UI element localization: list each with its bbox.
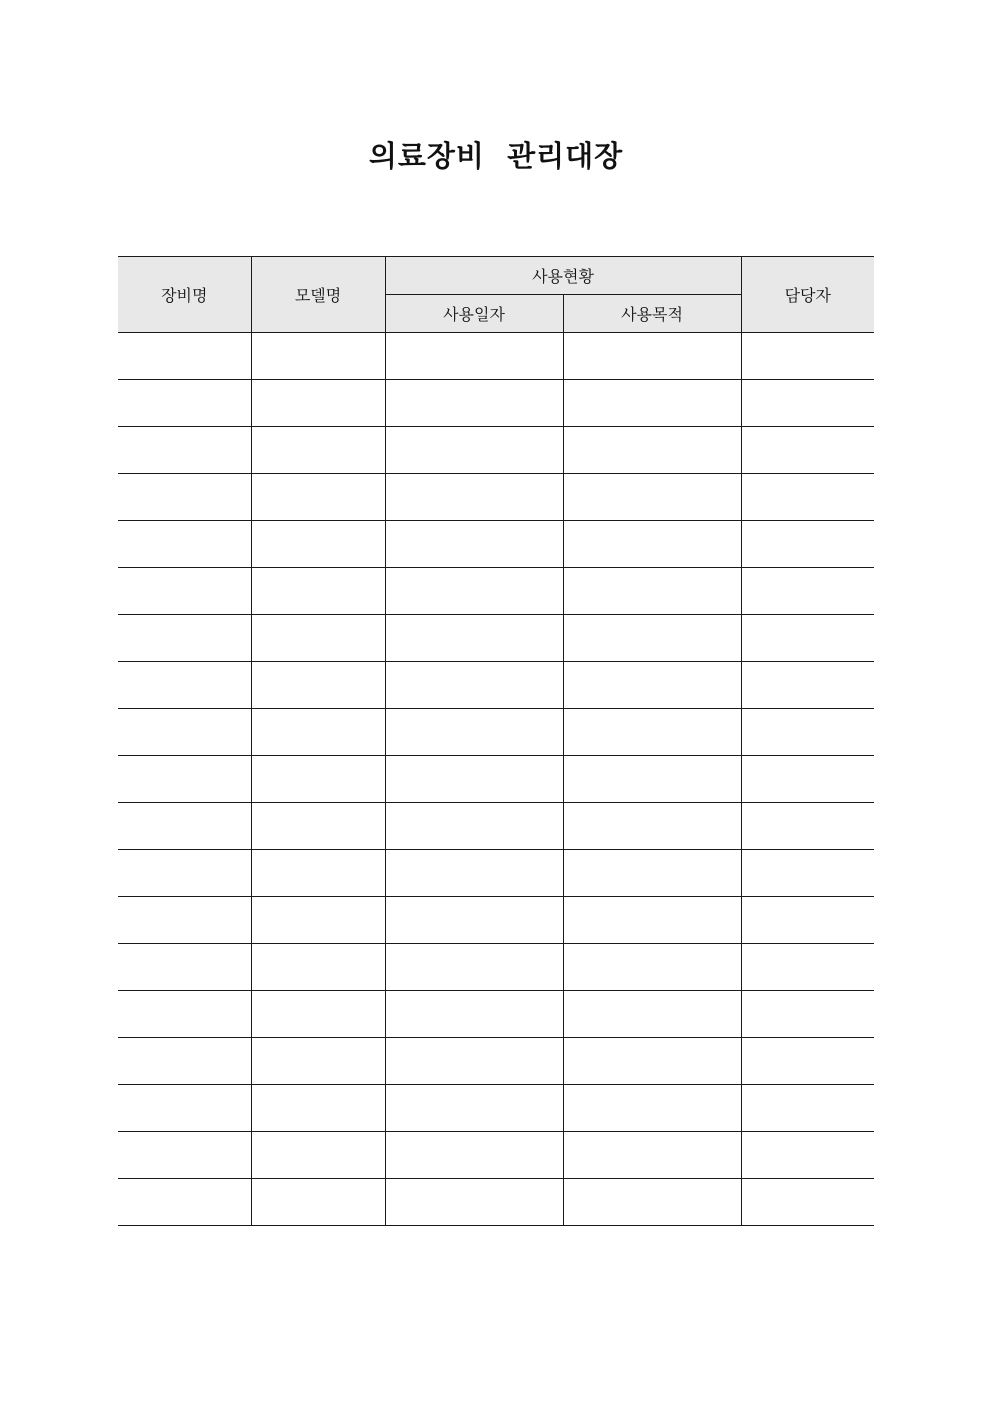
table-row xyxy=(118,756,874,803)
cell-equipment-name[interactable] xyxy=(118,944,251,991)
cell-usage-purpose[interactable] xyxy=(563,756,741,803)
cell-equipment-name[interactable] xyxy=(118,991,251,1038)
table-header xyxy=(118,257,874,333)
cell-usage-date[interactable] xyxy=(385,944,563,991)
table-row xyxy=(118,944,874,991)
cell-model-name[interactable] xyxy=(251,850,385,897)
header-usage-status: 사용현황 xyxy=(385,257,741,295)
cell-manager[interactable] xyxy=(741,1038,874,1085)
header-usage-purpose: 사용목적 xyxy=(563,295,741,333)
table-row xyxy=(118,1038,874,1085)
table-row xyxy=(118,709,874,756)
cell-manager[interactable] xyxy=(741,333,874,380)
cell-model-name[interactable] xyxy=(251,897,385,944)
cell-equipment-name[interactable] xyxy=(118,1179,251,1226)
table-row xyxy=(118,803,874,850)
cell-usage-purpose[interactable] xyxy=(563,615,741,662)
table-row xyxy=(118,521,874,568)
cell-equipment-name[interactable] xyxy=(118,427,251,474)
cell-manager[interactable] xyxy=(741,991,874,1038)
cell-usage-purpose[interactable] xyxy=(563,662,741,709)
cell-usage-purpose[interactable] xyxy=(563,427,741,474)
cell-equipment-name[interactable] xyxy=(118,850,251,897)
cell-model-name[interactable] xyxy=(251,991,385,1038)
cell-usage-date[interactable] xyxy=(385,427,563,474)
cell-model-name[interactable] xyxy=(251,380,385,427)
table-row xyxy=(118,897,874,944)
cell-model-name[interactable] xyxy=(251,1085,385,1132)
cell-manager[interactable] xyxy=(741,756,874,803)
table-row xyxy=(118,615,874,662)
cell-usage-date[interactable] xyxy=(385,333,563,380)
cell-usage-purpose[interactable] xyxy=(563,850,741,897)
cell-equipment-name[interactable] xyxy=(118,474,251,521)
cell-model-name[interactable] xyxy=(251,803,385,850)
cell-usage-date[interactable] xyxy=(385,1038,563,1085)
cell-manager[interactable] xyxy=(741,1179,874,1226)
cell-usage-purpose[interactable] xyxy=(563,803,741,850)
cell-usage-purpose[interactable] xyxy=(563,709,741,756)
cell-manager[interactable] xyxy=(741,427,874,474)
cell-manager[interactable] xyxy=(741,897,874,944)
cell-manager[interactable] xyxy=(741,521,874,568)
cell-usage-date[interactable] xyxy=(385,991,563,1038)
table-row xyxy=(118,1132,874,1179)
cell-equipment-name[interactable] xyxy=(118,662,251,709)
table-row xyxy=(118,1179,874,1226)
table-row xyxy=(118,568,874,615)
equipment-ledger-table xyxy=(118,256,874,1226)
cell-usage-date[interactable] xyxy=(385,662,563,709)
table-body xyxy=(118,333,874,1226)
cell-usage-purpose[interactable] xyxy=(563,1038,741,1085)
cell-usage-purpose[interactable] xyxy=(563,991,741,1038)
cell-manager[interactable] xyxy=(741,1085,874,1132)
cell-usage-date[interactable] xyxy=(385,709,563,756)
cell-usage-date[interactable] xyxy=(385,897,563,944)
table-row xyxy=(118,850,874,897)
cell-model-name[interactable] xyxy=(251,709,385,756)
cell-model-name[interactable] xyxy=(251,1179,385,1226)
cell-equipment-name[interactable] xyxy=(118,380,251,427)
cell-usage-purpose[interactable] xyxy=(563,521,741,568)
cell-equipment-name[interactable] xyxy=(118,1132,251,1179)
table-row xyxy=(118,474,874,521)
cell-usage-date[interactable] xyxy=(385,850,563,897)
cell-equipment-name[interactable] xyxy=(118,756,251,803)
cell-model-name[interactable] xyxy=(251,474,385,521)
cell-manager[interactable] xyxy=(741,568,874,615)
cell-equipment-name[interactable] xyxy=(118,615,251,662)
table-row xyxy=(118,427,874,474)
cell-usage-date[interactable] xyxy=(385,615,563,662)
cell-manager[interactable] xyxy=(741,615,874,662)
cell-equipment-name[interactable] xyxy=(118,709,251,756)
cell-manager[interactable] xyxy=(741,803,874,850)
table-row xyxy=(118,380,874,427)
cell-equipment-name[interactable] xyxy=(118,803,251,850)
cell-usage-purpose[interactable] xyxy=(563,1085,741,1132)
cell-usage-purpose[interactable] xyxy=(563,333,741,380)
cell-model-name[interactable] xyxy=(251,568,385,615)
cell-manager[interactable] xyxy=(741,944,874,991)
cell-equipment-name[interactable] xyxy=(118,1038,251,1085)
cell-model-name[interactable] xyxy=(251,1132,385,1179)
cell-model-name[interactable] xyxy=(251,756,385,803)
table-row xyxy=(118,1085,874,1132)
cell-usage-date[interactable] xyxy=(385,1132,563,1179)
cell-manager[interactable] xyxy=(741,474,874,521)
table-row xyxy=(118,991,874,1038)
cell-manager[interactable] xyxy=(741,380,874,427)
cell-equipment-name[interactable] xyxy=(118,1085,251,1132)
header-equipment-name: 장비명 xyxy=(118,257,251,333)
cell-usage-date[interactable] xyxy=(385,1085,563,1132)
cell-usage-purpose[interactable] xyxy=(563,1179,741,1226)
cell-manager[interactable] xyxy=(741,662,874,709)
cell-equipment-name[interactable] xyxy=(118,521,251,568)
cell-usage-date[interactable] xyxy=(385,756,563,803)
header-model-name: 모델명 xyxy=(251,257,385,333)
cell-usage-date[interactable] xyxy=(385,380,563,427)
cell-model-name[interactable] xyxy=(251,427,385,474)
cell-usage-purpose[interactable] xyxy=(563,568,741,615)
cell-model-name[interactable] xyxy=(251,333,385,380)
cell-usage-date[interactable] xyxy=(385,803,563,850)
header-manager: 담당자 xyxy=(741,257,874,333)
cell-manager[interactable] xyxy=(741,1132,874,1179)
cell-model-name[interactable] xyxy=(251,521,385,568)
cell-equipment-name[interactable] xyxy=(118,333,251,380)
cell-usage-purpose[interactable] xyxy=(563,380,741,427)
cell-usage-date[interactable] xyxy=(385,521,563,568)
cell-manager[interactable] xyxy=(741,709,874,756)
cell-usage-purpose[interactable] xyxy=(563,897,741,944)
table-row xyxy=(118,662,874,709)
cell-usage-date[interactable] xyxy=(385,568,563,615)
cell-usage-date[interactable] xyxy=(385,1179,563,1226)
header-usage-date: 사용일자 xyxy=(385,295,563,333)
cell-model-name[interactable] xyxy=(251,662,385,709)
cell-model-name[interactable] xyxy=(251,944,385,991)
cell-manager[interactable] xyxy=(741,850,874,897)
cell-usage-purpose[interactable] xyxy=(563,474,741,521)
cell-usage-purpose[interactable] xyxy=(563,944,741,991)
cell-usage-purpose[interactable] xyxy=(563,1132,741,1179)
cell-model-name[interactable] xyxy=(251,1038,385,1085)
cell-equipment-name[interactable] xyxy=(118,568,251,615)
cell-usage-date[interactable] xyxy=(385,474,563,521)
table-row xyxy=(118,333,874,380)
page-title: 의료장비 관리대장 xyxy=(368,139,624,173)
cell-equipment-name[interactable] xyxy=(118,897,251,944)
cell-model-name[interactable] xyxy=(251,615,385,662)
